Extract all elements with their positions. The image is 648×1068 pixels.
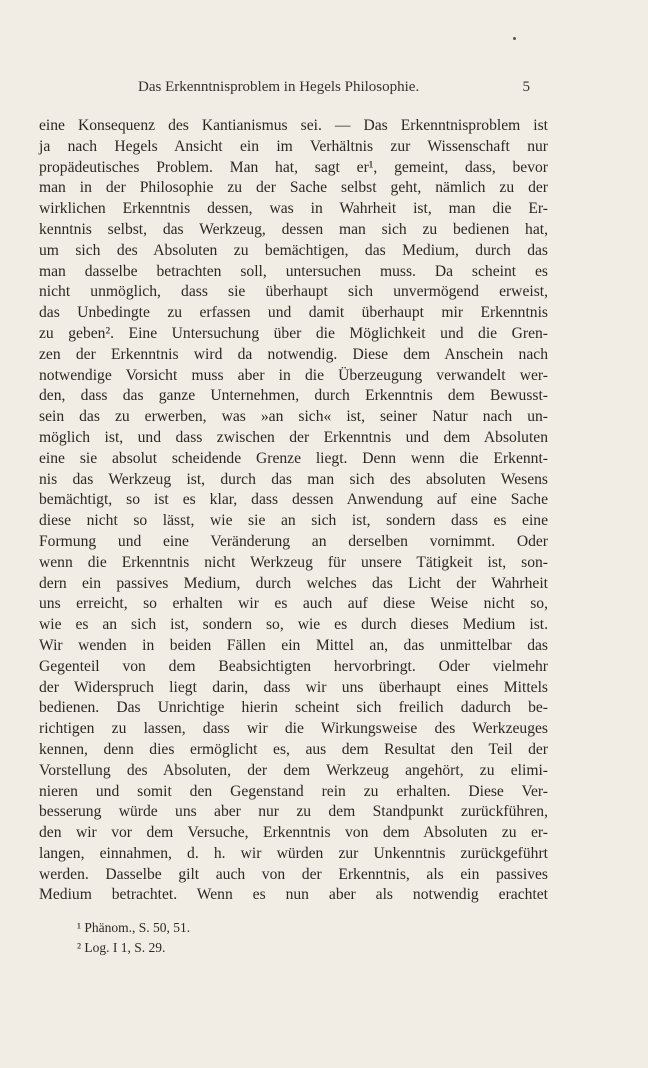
text-line: diese nicht so lässt, wie sie an sich ist, sondern dass es eine	[39, 512, 548, 530]
page-number: 5	[522, 79, 530, 95]
text-line: zen der Erkenntnis wird da notwendig. Diese dem Anschein nach	[39, 345, 548, 363]
text-line: ja nach Hegels Ansicht ein im Verhältnis zur Wissenschaft nur	[39, 137, 548, 155]
text-line: bemächtigt, so ist es klar, dass dessen Anwendung auf eine Sache	[39, 491, 548, 509]
text-line: Vorstellung des Absoluten, der dem Werkzeug angehört, zu elimi-	[39, 761, 548, 779]
text-line: eine sie absolut scheidende Grenze liegt. Denn wenn die Erkennt-	[39, 449, 548, 467]
text-line: nieren und somit den Gegenstand rein zu erhalten. Diese Ver-	[39, 782, 548, 800]
text-line: man in der Philosophie zu der Sache selbst geht, nämlich zu der	[39, 179, 548, 197]
text-line: das Unbedingte zu erfassen und damit überhaupt mir Erkenntnis	[39, 304, 548, 322]
text-line: propädeutisches Problem. Man hat, sagt er¹, gemeint, dass, bevor	[39, 158, 548, 176]
text-line: wenn die Erkenntnis nicht Werkzeug für unsere Tätigkeit ist, son-	[39, 553, 548, 571]
text-line: nicht unmöglich, dass sie überhaupt sich unvermögend erweist,	[39, 283, 548, 301]
text-line: sein das zu erwerben, was »an sich« ist, seiner Natur nach un-	[39, 408, 548, 426]
text-line: eine Konsequenz des Kantianismus sei. — Das Erkenntnisproblem ist	[39, 117, 548, 134]
footnote: ¹ Phänom., S. 50, 51.	[77, 920, 191, 935]
text-line: besserung würde uns aber nur zu dem Standpunkt zurückführen,	[39, 803, 548, 821]
text-line: nis das Werkzeug ist, durch das man sich des absoluten Wesens	[39, 470, 548, 488]
text-line: dern ein passives Medium, durch welches das Licht der Wahrheit	[39, 574, 548, 592]
footnote: ² Log. I 1, S. 29.	[77, 940, 166, 955]
text-line: wirklichen Erkenntnis dessen, was in Wahrheit ist, man die Er-	[39, 200, 548, 218]
text-line: um sich des Absoluten zu bemächtigen, das Medium, durch das	[39, 241, 548, 259]
footnotes	[77, 918, 190, 958]
text-line: bedienen. Das Unrichtige hierin scheint sich freilich dadurch be-	[39, 699, 548, 717]
text-line: Gegenteil von dem Beabsichtigten hervorbringt. Oder vielmehr	[39, 657, 548, 675]
text-line: wie es an sich ist, sondern so, wie es durch dieses Medium ist.	[39, 616, 548, 634]
text-line: zu geben². Eine Untersuchung über die Möglichkeit und die Gren-	[39, 324, 548, 342]
text-line: den wir vor dem Versuche, Erkenntnis von dem Absoluten zu er-	[39, 824, 548, 842]
text-line: notwendige Vorsicht muss aber in die Überzeugung verwandelt wer-	[39, 366, 548, 384]
text-line: möglich ist, und dass zwischen der Erkenntnis und dem Absoluten	[39, 428, 548, 446]
text-line: kennen, denn dies ermöglicht es, aus dem Resultat den Teil der	[39, 740, 548, 758]
text-line: der Widerspruch liegt darin, dass wir uns überhaupt eines Mittels	[39, 678, 548, 696]
text-line: Wir wenden in beiden Fällen ein Mittel an, das unmittelbar das	[39, 636, 548, 654]
body-text	[39, 116, 548, 906]
text-line: kenntnis selbst, das Werkzeug, dessen man sich zu bedienen hat,	[39, 220, 548, 238]
running-title: Das Erkenntnisproblem in Hegels Philosophie.	[138, 79, 420, 95]
text-line: Medium betrachtet. Wenn es nun aber als notwendig erachtet	[39, 886, 548, 904]
text-line: man dasselbe betrachten soll, untersuchen muss. Da scheint es	[39, 262, 548, 280]
text-line: den, dass das ganze Unternehmen, durch Erkenntnis dem Bewusst-	[39, 387, 548, 405]
text-line: richtigen zu lassen, dass wir die Wirkungsweise des Werkzeuges	[39, 720, 548, 738]
paper-speck	[513, 37, 516, 40]
text-line: Formung und eine Veränderung an derselben vornimmt. Oder	[39, 532, 548, 550]
text-line: werden. Dasselbe gilt auch von der Erkenntnis, als ein passives	[39, 865, 548, 883]
text-line: langen, einnahmen, d. h. wir würden zur Unkenntnis zurückgeführt	[39, 844, 548, 862]
text-line: uns erreicht, so erhalten wir es auch auf diese Weise nicht so,	[39, 595, 548, 613]
